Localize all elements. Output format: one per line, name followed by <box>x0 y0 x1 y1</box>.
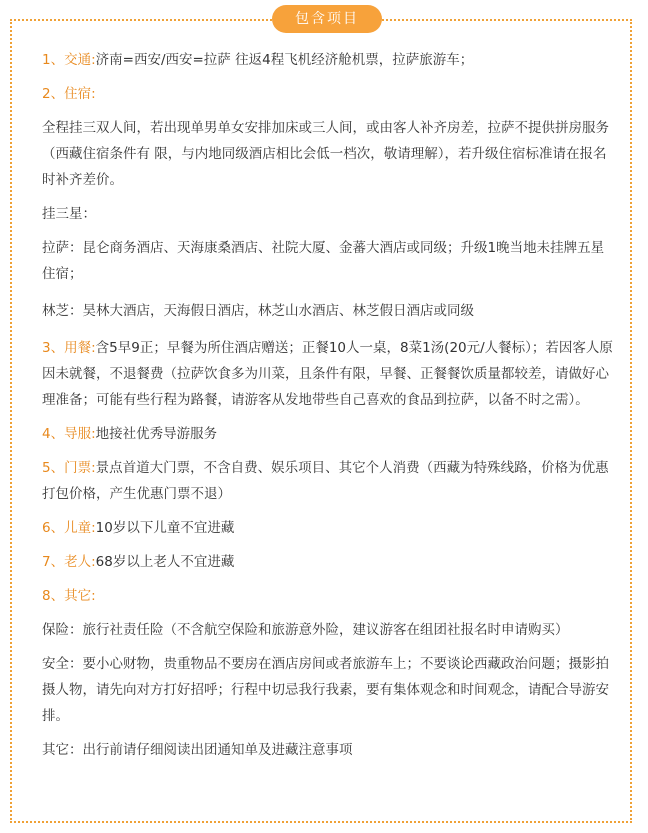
label-tickets: 5、门票: <box>42 460 96 476</box>
lodging-star-level: 挂三星： <box>42 206 96 222</box>
label-guide: 4、导服: <box>42 426 96 442</box>
label-elderly: 7、老人: <box>42 554 96 570</box>
text-meals: 含5早9正；早餐为所住酒店赠送；正餐10人一桌，8菜1汤(20元/人餐标）；若因客人原因未就餐，不退餐费（拉萨饮食多为川菜，且条件有限，早餐、正餐餐饮质量都较差，请做好心理准备；可能有些行程为路餐，请游客从发地带些自己喜欢的食品到拉萨，以备不时之需）。 <box>42 340 613 408</box>
inclusions-list <box>42 47 614 763</box>
text-guide: 地接社优秀导游服务 <box>95 426 218 442</box>
item-meals <box>42 335 614 413</box>
label-meals: 3、用餐: <box>42 340 96 356</box>
text-elderly: 68岁以上老人不宜进藏 <box>95 554 235 570</box>
label-other: 8、其它: <box>42 588 96 604</box>
section-title: 包含项目 <box>272 5 382 33</box>
label-traffic: 1、交通: <box>42 52 96 68</box>
other-notice: 其它：出行前请仔细阅读出团通知单及进藏注意事项 <box>42 742 353 758</box>
item-tickets <box>42 455 614 507</box>
other-safety: 安全：要小心财物，贵重物品不要房在酒店房间或者旅游车上；不要谈论西藏政治问题；摄影拍摄人物，请先向对方打好招呼；行程中切忌我行我素，要有集体观念和时间观念，请配合导游安排。 <box>42 656 609 724</box>
lodging-lhasa: 拉萨：昆仑商务酒店、天海康桑酒店、社院大厦、金蕃大酒店或同级；升级1晚当地未挂牌五星住宿； <box>42 240 605 282</box>
item-traffic <box>42 47 614 73</box>
item-guide <box>42 421 614 447</box>
text-tickets: 景点首道大门票，不含自费、娱乐项目、其它个人消费（西藏为特殊线路，价格为优惠打包价格，产生优惠门票不退） <box>42 460 609 502</box>
label-children: 6、儿童: <box>42 520 96 536</box>
text-children: 10岁以下儿童不宜进藏 <box>95 520 235 536</box>
lodging-nyingchi: 林芝：昊林大酒店，天海假日酒店，林芝山水酒店、林芝假日酒店或同级 <box>42 303 474 319</box>
item-elderly <box>42 549 614 575</box>
lodging-rules: 全程挂三双人间，若出现单男单女安排加床或三人间，或由客人补齐房差，拉萨不提供拼房服务（西藏住宿条件有 限，与内地同级酒店相比会低一档次，敬请理解），若升级住宿标准请在报名时补齐差价。 <box>42 120 609 188</box>
item-children <box>42 515 614 541</box>
other-insurance: 保险：旅行社责任险（不含航空保险和旅游意外险，建议游客在组团社报名时申请购买） <box>42 622 569 638</box>
text-traffic: 济南=西安/西安=拉萨 往返4程飞机经济舱机票，拉萨旅游车； <box>95 52 474 68</box>
label-lodging: 2、住宿: <box>42 86 96 102</box>
